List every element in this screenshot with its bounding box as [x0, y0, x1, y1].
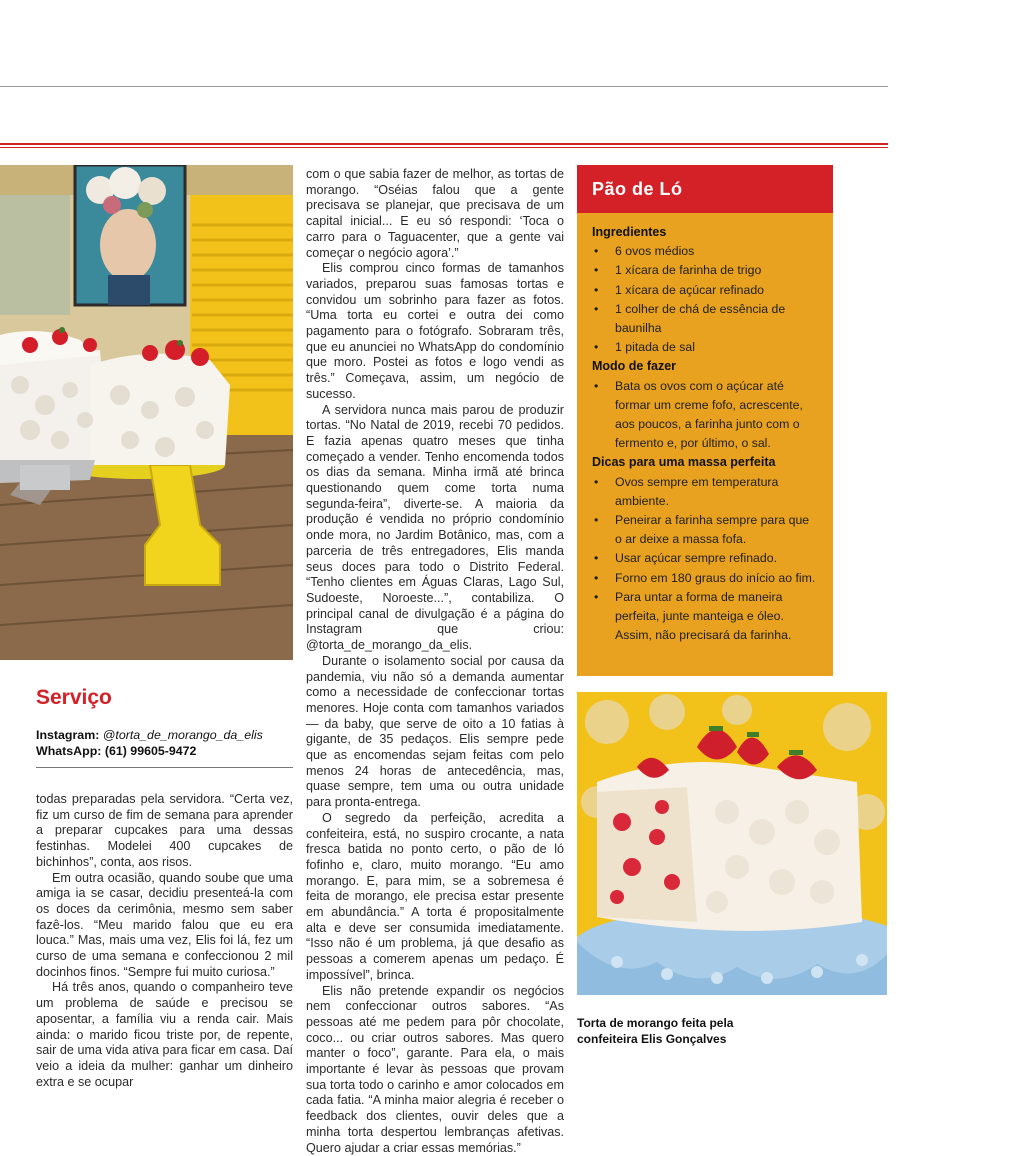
servico-divider — [36, 767, 293, 768]
recipe-body — [577, 213, 833, 645]
instagram-handle: @torta_de_morango_da_elis — [102, 728, 263, 742]
cake-photo — [0, 165, 293, 660]
recipe-section-heading: Modo de fazer — [592, 359, 677, 374]
recipe-section-heading: Ingredientes — [592, 225, 667, 239]
instagram-label: Instagram: — [36, 728, 103, 742]
list-item: • Peneirar a farinha sempre para que o ar deixe a massa fofa. — [592, 511, 819, 549]
cut-cake-photo — [577, 692, 887, 995]
list-item: • Ovos sempre em temperatura ambiente. — [592, 473, 819, 511]
instagram-line — [36, 728, 293, 744]
paragraph: A servidora nunca mais parou de produzir tortas. “No Natal de 2019, recebi 70 pedidos. E fazia apenas quatro meses que tinha começado a vender. Tenho encomenda todos os dias da semana. Minha irmã até brinca questionando quem come torta numa segunda-feira”, diverte-se. A maioria da produção é vendida no próprio condomínio onde mora, no Jardim Botânico, mas, com a parceria de três entregadores, Elis manda seus doces para todo o Distrito Federal. “Tenho clientes em Águas Claras, Lago Sul, Sudoeste, Noroeste...”, contabiliza. O principal canal de divulgação é a página do Instagram que criou: @torta_de_morango_da_elis. — [306, 402, 564, 653]
red-rule-thin — [0, 147, 888, 148]
recipe-box — [577, 165, 833, 676]
paragraph: Elis não pretende expandir os negócios nem confeccionar outros sabores. “As pessoas até me pedem para pôr chocolate, coco... ou criar outros sabores. Mas quero manter o foco”, garante. Para ela, o mais importante é levar às pessoas que provam sua torta todo o carinho e amor colocados em cada fatia. “A minha maior alegria é receber o feedback dos clientes, ouvir deles que a minha torta despertou lembranças afetivas. Quero ajudar a criar essas memórias.” — [306, 983, 564, 1155]
red-rule — [0, 143, 888, 145]
paragraph: Elis comprou cinco formas de tamanhos variados, preparou suas famosas tortas e convidou um sobrinho para fazer as fotos. “Uma torta eu cortei e outra dei como pagamento para o fotógrafo. Sobraram três, que eu anunciei no WhatsApp do condomínio que moro. Postei as fotos e logo vendi as três.” Começava, assim, um negócio de sucesso. — [306, 261, 564, 401]
list-item: • 1 xícara de açúcar refinado — [592, 281, 819, 300]
list-item: • Usar açúcar sempre refinado. — [592, 549, 819, 568]
ingredients-list — [592, 242, 819, 357]
servico-info — [36, 728, 293, 759]
list-item: • 1 colher de chá de essência de baunilha — [592, 300, 819, 338]
article-column-left — [36, 792, 293, 1090]
tips-list — [592, 473, 819, 646]
photo-caption: Torta de morango feita pela confeiteira Elis Gonçalves — [577, 1016, 734, 1046]
list-item: • Forno em 180 graus do início ao fim. — [592, 569, 819, 588]
recipe-section-heading: Dicas para uma massa perfeita — [592, 455, 776, 470]
recipe-title: Pão de Ló — [592, 178, 683, 199]
list-item: • 6 ovos médios — [592, 242, 819, 261]
method-list — [592, 377, 819, 454]
paragraph: Há três anos, quando o companheiro teve um problema de saúde e precisou se aposentar, a família viu a renda cair. Mais ainda: o marido ficou triste por, de repente, sair de uma vida ativa para ficar em casa. Daí veio a ideia da mulher: ganhar um dinheiro extra e se ocupar — [36, 980, 293, 1089]
list-item: • Bata os ovos com o açúcar até formar um creme fofo, acrescente, aos poucos, a farinha junto com o fermento e, por último, o sal. — [592, 377, 819, 454]
list-item: • 1 xícara de farinha de trigo — [592, 261, 819, 280]
paragraph: Durante o isolamento social por causa da pandemia, viu não só a demanda aumentar como a necessidade de confeccionar tortas menores. Hoje conta com tamanhos variados — da baby, que serve de oito a 10 fatias à gigante, de 35 pedaços. Elis sempre pede que as encomendas sejam feitas com pelo menos 24 horas de antecedência, mas, quase sempre, tem uma ou outra unidade para pronta-entrega. — [306, 653, 564, 810]
paragraph: Em outra ocasião, quando soube que uma amiga ia se casar, decidiu presenteá-la com os doces da cerimônia, mesmo sem saber fazê-los. “Meu marido falou que eu era louca.” Mas, mais uma vez, Elis foi lá, fez um curso de uma semana e confeccionou 2 mil docinhos finos. “Sempre fui muito curiosa.” — [36, 870, 293, 979]
paragraph: com o que sabia fazer de melhor, as tortas de morango. “Oséias falou que a gente precisava se planejar, que precisava de um capital inicial... E eu só respondi: ‘Toca o carro para o Taguacenter, que a gente vai começar o negócio agora’.” — [306, 167, 564, 260]
whatsapp-line: WhatsApp: (61) 99605-9472 — [36, 743, 197, 758]
paragraph: O segredo da perfeição, acredita a confeiteira, está, no suspiro crocante, a nata fresca batida no ponto certo, o pão de ló fofinho e, claro, muito morango. “Eu amo morango. E, para mim, se a sobremesa é feita de morango, ele precisa estar presente em abundância.” A torta é propositalmente alta e deve ser consumida imediatamente. “Isso não é um problema, já que desafio as pessoas a comerem apenas um pedaço. É impossível”, brinca. — [306, 810, 564, 982]
recipe-header — [577, 165, 833, 213]
article-column-middle — [306, 167, 564, 1156]
paragraph: todas preparadas pela servidora. “Certa vez, fiz um curso de fim de semana para aprender a preparar cupcakes para uma dessas festinhas. Modelei 400 cupcakes de bichinhos”, conta, aos risos. — [36, 792, 293, 869]
top-rule — [0, 86, 888, 87]
servico-title: Serviço — [36, 686, 112, 709]
list-item: • 1 pitada de sal — [592, 338, 819, 357]
list-item: • Para untar a forma de maneira perfeita, junte manteiga e óleo. Assim, não precisará da farinha. — [592, 588, 819, 646]
